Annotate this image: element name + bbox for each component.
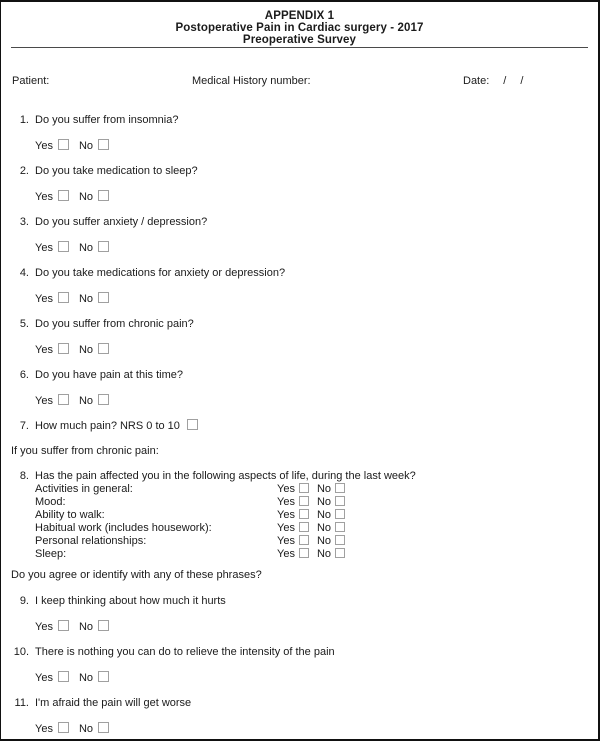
question-text: Do you have pain at this time?: [35, 369, 183, 381]
life-aspect-row: [35, 548, 588, 561]
question-text: I keep thinking about how much it hurts: [35, 595, 226, 607]
yes-checkbox[interactable]: [299, 522, 309, 532]
yes-label: Yes: [35, 344, 53, 356]
appendix-title: APPENDIX 1: [264, 10, 335, 22]
question-number: 6.: [19, 369, 29, 381]
no-label: No: [78, 191, 94, 203]
question-number: 9.: [19, 595, 29, 607]
yes-checkbox[interactable]: [299, 548, 309, 558]
no-checkbox[interactable]: [335, 496, 345, 506]
yes-label: Yes: [35, 672, 53, 684]
yes-label: Yes: [35, 395, 53, 407]
aspect-label: Activities in general:: [35, 483, 133, 495]
life-aspect-row: [35, 483, 588, 496]
yes-no-row: [35, 394, 588, 408]
no-label: No: [316, 535, 332, 547]
document-subtitle: Preoperative Survey: [242, 34, 357, 46]
nrs-score-checkbox[interactable]: [187, 419, 198, 430]
yes-checkbox[interactable]: [58, 394, 69, 405]
no-checkbox[interactable]: [335, 509, 345, 519]
yes-checkbox[interactable]: [58, 139, 69, 150]
no-checkbox[interactable]: [98, 722, 109, 733]
question-number: 10.: [13, 646, 29, 658]
no-label: No: [78, 344, 94, 356]
no-label: No: [316, 522, 332, 534]
medical-history-label: Medical History number:: [192, 75, 311, 87]
yes-no-row: [277, 522, 345, 535]
no-checkbox[interactable]: [98, 343, 109, 354]
question-4: [11, 266, 588, 306]
yes-label: Yes: [277, 509, 295, 521]
yes-label: Yes: [277, 496, 295, 508]
no-label: No: [78, 621, 94, 633]
no-checkbox[interactable]: [98, 394, 109, 405]
no-checkbox[interactable]: [98, 620, 109, 631]
yes-checkbox[interactable]: [58, 722, 69, 733]
question-number: 2.: [19, 165, 29, 177]
question-text: Do you suffer anxiety / depression?: [35, 216, 208, 228]
yes-no-row: [35, 343, 588, 357]
date-label: Date:: [463, 75, 490, 87]
life-aspect-row: [35, 522, 588, 535]
yes-no-row: [277, 535, 345, 548]
yes-checkbox[interactable]: [58, 620, 69, 631]
header-divider: [11, 47, 588, 48]
phrases-intro: Do you agree or identify with any of these phrases?: [11, 569, 262, 581]
yes-label: Yes: [35, 723, 53, 735]
yes-label: Yes: [35, 242, 53, 254]
no-label: No: [78, 395, 94, 407]
yes-no-row: [35, 139, 588, 153]
yes-no-row: [35, 241, 588, 255]
no-checkbox[interactable]: [335, 522, 345, 532]
no-checkbox[interactable]: [335, 548, 345, 558]
question-10: [11, 645, 588, 685]
question-9: [11, 594, 588, 634]
question-number: 11.: [14, 697, 29, 709]
no-checkbox[interactable]: [98, 671, 109, 682]
date-slash: /: [520, 75, 524, 87]
yes-checkbox[interactable]: [58, 343, 69, 354]
date-field: [463, 74, 523, 88]
question-text: I'm afraid the pain will get worse: [35, 697, 192, 709]
question-text: Do you suffer from insomnia?: [35, 114, 179, 126]
question-7: [11, 419, 588, 433]
yes-checkbox[interactable]: [299, 496, 309, 506]
yes-no-row: [277, 483, 345, 496]
no-label: No: [316, 496, 332, 508]
question-text: How much pain? NRS 0 to 10: [35, 419, 198, 433]
yes-no-row: [277, 509, 345, 522]
question-list: [11, 113, 588, 736]
info-row: [11, 74, 588, 88]
yes-label: Yes: [277, 535, 295, 547]
question-number: 3.: [19, 216, 29, 228]
question-number: 1.: [19, 114, 29, 126]
question-text: Do you suffer from chronic pain?: [35, 318, 194, 330]
yes-no-row: [277, 496, 345, 509]
yes-no-row: [35, 722, 588, 736]
life-aspect-row: [35, 535, 588, 548]
question-11: [11, 696, 588, 736]
yes-label: Yes: [35, 621, 53, 633]
question-number: 5.: [19, 318, 29, 330]
yes-label: Yes: [35, 293, 53, 305]
no-label: No: [316, 483, 332, 495]
question-number: 7.: [19, 420, 29, 432]
no-checkbox[interactable]: [335, 483, 345, 493]
life-aspect-list: [35, 483, 588, 561]
question-text: Has the pain affected you in the following aspects of life, during the last week?: [35, 470, 416, 482]
no-checkbox[interactable]: [98, 190, 109, 201]
yes-checkbox[interactable]: [299, 509, 309, 519]
date-slash: /: [503, 75, 507, 87]
question-3: [11, 215, 588, 255]
question-2: [11, 164, 588, 204]
life-aspect-row: [35, 496, 588, 509]
yes-no-row: [277, 548, 345, 561]
question-text: Do you take medications for anxiety or depression?: [35, 267, 286, 279]
life-aspect-row: [35, 509, 588, 522]
yes-checkbox[interactable]: [58, 241, 69, 252]
yes-checkbox[interactable]: [299, 535, 309, 545]
yes-no-row: [35, 190, 588, 204]
aspect-label: Mood:: [35, 496, 66, 508]
yes-checkbox[interactable]: [58, 671, 69, 682]
yes-no-row: [35, 671, 588, 685]
yes-no-row: [35, 292, 588, 306]
yes-checkbox[interactable]: [299, 483, 309, 493]
aspect-label: Personal relationships:: [35, 535, 147, 547]
document-title: Postoperative Pain in Cardiac surgery - 2017: [175, 22, 424, 34]
no-checkbox[interactable]: [335, 535, 345, 545]
no-label: No: [316, 548, 332, 560]
patient-label: Patient:: [12, 75, 50, 87]
no-checkbox[interactable]: [98, 292, 109, 303]
question-number: 4.: [19, 267, 29, 279]
aspect-label: Sleep:: [35, 548, 67, 560]
no-label: No: [316, 509, 332, 521]
yes-label: Yes: [277, 483, 295, 495]
yes-label: Yes: [35, 191, 53, 203]
no-label: No: [78, 723, 94, 735]
yes-label: Yes: [277, 548, 295, 560]
no-label: No: [78, 140, 94, 152]
no-label: No: [78, 293, 94, 305]
yes-checkbox[interactable]: [58, 190, 69, 201]
yes-label: Yes: [277, 522, 295, 534]
no-label: No: [78, 672, 94, 684]
no-checkbox[interactable]: [98, 139, 109, 150]
question-5: [11, 317, 588, 357]
question-6: [11, 368, 588, 408]
question-text: There is nothing you can do to relieve the intensity of the pain: [35, 646, 335, 658]
yes-checkbox[interactable]: [58, 292, 69, 303]
no-checkbox[interactable]: [98, 241, 109, 252]
question-1: [11, 113, 588, 153]
aspect-label: Habitual work (includes housework):: [35, 522, 212, 534]
yes-label: Yes: [35, 140, 53, 152]
no-label: No: [78, 242, 94, 254]
question-text: Do you take medication to sleep?: [35, 165, 198, 177]
page-header: [11, 10, 588, 46]
yes-no-row: [35, 620, 588, 634]
question-number: 8.: [19, 470, 29, 482]
aspect-label: Ability to walk:: [35, 509, 105, 521]
question-8: [11, 469, 588, 561]
chronic-pain-intro: If you suffer from chronic pain:: [11, 445, 159, 457]
